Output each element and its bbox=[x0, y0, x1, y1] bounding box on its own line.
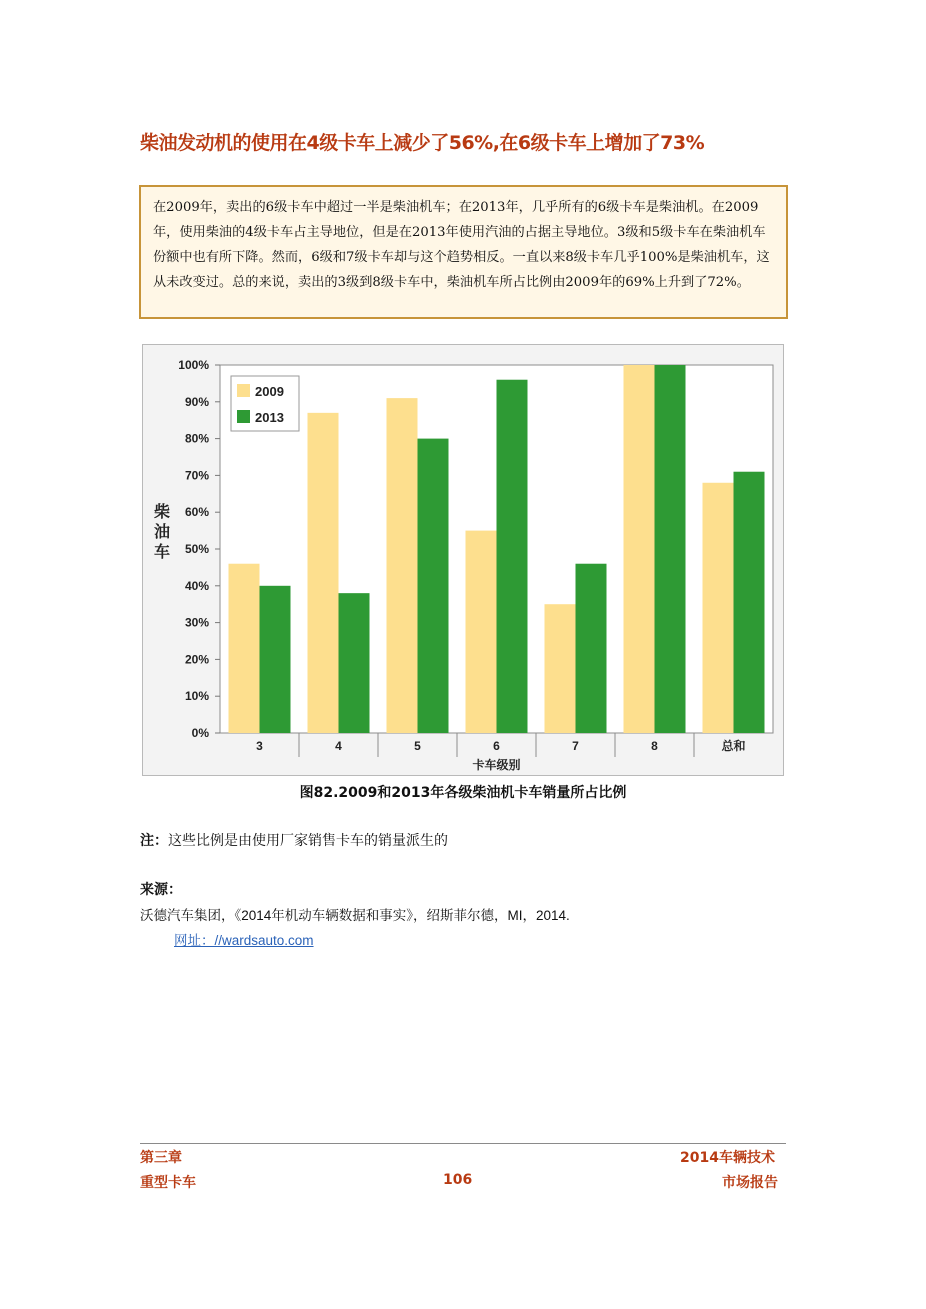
bar-2009-3 bbox=[229, 564, 260, 733]
bar-2013-8 bbox=[655, 365, 686, 733]
footer-chapter: 第三章 bbox=[140, 1150, 182, 1166]
x-tick-label: 5 bbox=[414, 739, 421, 753]
y-tick-label: 50% bbox=[184, 542, 209, 556]
footer-section: 重型卡车 bbox=[140, 1175, 196, 1191]
y-tick-label: 40% bbox=[184, 578, 209, 593]
page-number: 106 bbox=[443, 1172, 473, 1188]
bar-2013-7 bbox=[576, 564, 607, 733]
summary-box bbox=[139, 185, 788, 319]
x-tick-label: 6 bbox=[493, 739, 500, 753]
source-link[interactable]: 网址：//wardsauto.com bbox=[174, 933, 314, 948]
x-axis-label: 卡车级别 bbox=[472, 758, 521, 772]
bar-2009-5 bbox=[387, 398, 418, 733]
y-axis-label-char: 油 bbox=[153, 524, 171, 541]
summary-text: 在2009年，卖出的6级卡车中超过一半是柴油机车；在2013年，几乎所有的6级卡车是柴油机。在2009年，使用柴油的4级卡车占主导地位，但是在2013年使用汽油的占据主导地位。3级和5级卡车在柴油机车份额中也有所下降。然而，6级和7级卡车却与这个趋势相反。一直以来8级卡车几乎100%是柴油机车，这从未改变过。总的来说，卖出的3级到8级卡车中，柴油机车所占比例由2009年的69%上升到了72%。 bbox=[153, 200, 770, 290]
x-tick-label: 4 bbox=[335, 739, 342, 753]
bar-2009-6 bbox=[466, 531, 497, 733]
y-tick-label: 70% bbox=[184, 468, 209, 483]
bar-2013-总和 bbox=[734, 472, 765, 733]
y-tick-label: 100% bbox=[178, 358, 209, 372]
x-tick-label: 总和 bbox=[721, 739, 746, 753]
bar-2009-7 bbox=[545, 604, 576, 733]
y-tick-label: 90% bbox=[184, 394, 209, 409]
source-text: 沃德汽车集团，《2014年机动车辆数据和事实》，绍斯菲尔德，MI，2014. bbox=[140, 908, 570, 923]
bar-2013-6 bbox=[497, 380, 528, 733]
legend-label-2013: 2013 bbox=[255, 410, 284, 425]
bar-2009-4 bbox=[308, 413, 339, 733]
chart-svg bbox=[143, 345, 783, 775]
footer-divider bbox=[140, 1143, 786, 1144]
bar-2013-5 bbox=[418, 439, 449, 733]
y-tick-label: 80% bbox=[184, 431, 209, 446]
note-label: 注： bbox=[140, 833, 168, 849]
page-title: 柴油发动机的使用在4级卡车上减少了56%,在6级卡车上增加了73% bbox=[140, 132, 705, 154]
y-axis-label-char: 柴 bbox=[153, 504, 171, 521]
bar-chart bbox=[142, 344, 784, 776]
figure-caption: 图82.2009和2013年各级柴油机卡车销量所占比例 bbox=[299, 785, 627, 801]
bar-2013-3 bbox=[260, 586, 291, 733]
legend-swatch-2009 bbox=[237, 384, 250, 397]
note-text: 这些比例是由使用厂家销售卡车的销量派生的 bbox=[168, 833, 448, 849]
bar-2013-4 bbox=[339, 593, 370, 733]
x-tick-label: 7 bbox=[572, 739, 579, 753]
y-tick-label: 20% bbox=[184, 652, 209, 667]
source-heading: 来源： bbox=[140, 882, 182, 898]
y-tick-label: 0% bbox=[191, 726, 209, 740]
x-tick-label: 3 bbox=[256, 739, 263, 753]
bar-2009-总和 bbox=[703, 483, 734, 733]
footer-report-subtitle: 市场报告 bbox=[722, 1175, 778, 1191]
footer-report-title: 2014车辆技术 bbox=[680, 1150, 775, 1166]
y-tick-label: 10% bbox=[184, 689, 209, 704]
note bbox=[140, 830, 448, 850]
legend-swatch-2013 bbox=[237, 410, 250, 423]
y-tick-label: 60% bbox=[184, 505, 209, 520]
x-tick-label: 8 bbox=[651, 739, 658, 753]
y-axis-label-char: 车 bbox=[153, 544, 171, 561]
legend-label-2009: 2009 bbox=[255, 384, 284, 399]
bar-2009-8 bbox=[624, 365, 655, 733]
y-tick-label: 30% bbox=[184, 615, 209, 630]
